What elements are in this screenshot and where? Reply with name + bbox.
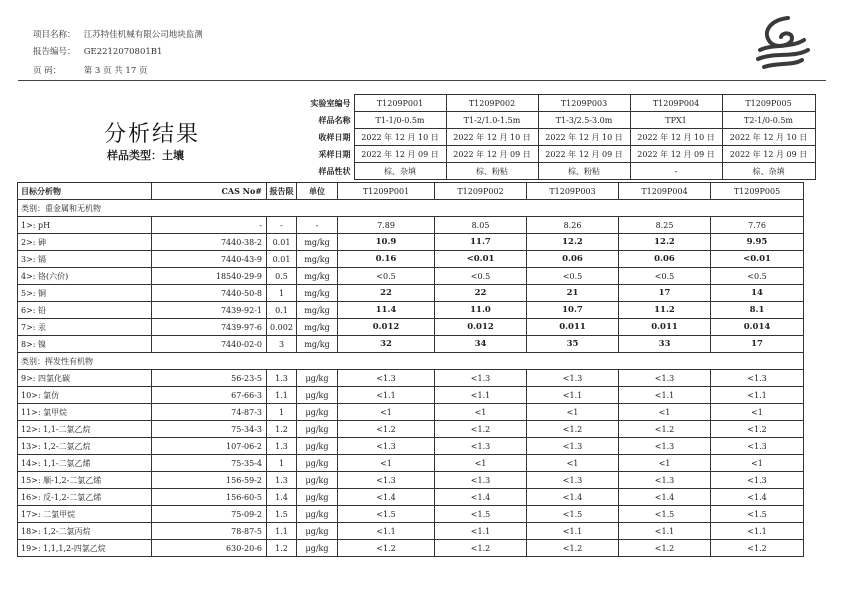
meta-value: 棕、粉粘 xyxy=(446,163,538,180)
unit: mg/kg xyxy=(297,336,338,353)
cas-number: 7439-97-6 xyxy=(152,319,267,336)
meta-row xyxy=(292,95,815,112)
analyte-name: 1>: pH xyxy=(18,217,152,234)
result-value: <1.5 xyxy=(711,506,804,523)
meta-value: 2022 年 12 月 09 日 xyxy=(630,146,722,163)
report-limit: 1.2 xyxy=(267,540,297,557)
result-value: 8.1 xyxy=(711,302,804,319)
report-limit: 1.2 xyxy=(267,421,297,438)
analyte-name: 7>: 汞 xyxy=(18,319,152,336)
unit: μg/kg xyxy=(297,523,338,540)
result-value: 35 xyxy=(527,336,619,353)
unit: μg/kg xyxy=(297,438,338,455)
result-value: <0.01 xyxy=(435,251,527,268)
header-sample: T1209P005 xyxy=(711,183,804,200)
result-value: 22 xyxy=(435,285,527,302)
meta-value: 2022 年 12 月 10 日 xyxy=(354,129,446,146)
result-value: <1.3 xyxy=(619,472,711,489)
header-divider xyxy=(18,80,826,81)
result-value: 21 xyxy=(527,285,619,302)
project-value: 江苏特佳机械有限公司地块监测 xyxy=(83,30,203,40)
unit: μg/kg xyxy=(297,540,338,557)
result-value: <1.1 xyxy=(711,523,804,540)
result-value: 0.014 xyxy=(711,319,804,336)
unit: mg/kg xyxy=(297,319,338,336)
report-limit: 1.3 xyxy=(267,438,297,455)
result-value: 11.7 xyxy=(435,234,527,251)
unit: μg/kg xyxy=(297,404,338,421)
result-value: <1 xyxy=(619,455,711,472)
result-value: <1.4 xyxy=(711,489,804,506)
result-value: 0.012 xyxy=(435,319,527,336)
header-sample: T1209P004 xyxy=(619,183,711,200)
unit: μg/kg xyxy=(297,472,338,489)
meta-value: 2022 年 12 月 10 日 xyxy=(722,129,815,146)
unit: mg/kg xyxy=(297,251,338,268)
table-row xyxy=(18,217,804,234)
analyte-name: 10>: 氯仿 xyxy=(18,387,152,404)
result-value: <1.3 xyxy=(711,472,804,489)
cas-number: 107-06-2 xyxy=(152,438,267,455)
report-limit: 0.5 xyxy=(267,268,297,285)
table-row xyxy=(18,472,804,489)
sample-meta-table xyxy=(292,94,816,180)
analyte-name: 2>: 砷 xyxy=(18,234,152,251)
report-limit: 1.1 xyxy=(267,387,297,404)
analyte-name: 5>: 铜 xyxy=(18,285,152,302)
meta-value: T1209P003 xyxy=(538,95,630,112)
table-row xyxy=(18,523,804,540)
result-value: 17 xyxy=(619,285,711,302)
result-value: 9.95 xyxy=(711,234,804,251)
result-value: <1.5 xyxy=(435,506,527,523)
unit: μg/kg xyxy=(297,455,338,472)
meta-value: 2022 年 12 月 09 日 xyxy=(446,146,538,163)
meta-value: 2022 年 12 月 10 日 xyxy=(538,129,630,146)
table-row xyxy=(18,268,804,285)
result-value: <1 xyxy=(435,455,527,472)
cas-number: 630-20-6 xyxy=(152,540,267,557)
table-row xyxy=(18,455,804,472)
meta-label: 样品名称 xyxy=(318,115,351,125)
result-value: <0.5 xyxy=(338,268,435,285)
unit: μg/kg xyxy=(297,506,338,523)
meta-value: 2022 年 12 月 10 日 xyxy=(630,129,722,146)
result-value: 0.011 xyxy=(619,319,711,336)
result-value: <1 xyxy=(527,404,619,421)
result-value: <1 xyxy=(338,404,435,421)
result-value: 22 xyxy=(338,285,435,302)
result-value: <0.01 xyxy=(711,251,804,268)
unit: mg/kg xyxy=(297,234,338,251)
unit: μg/kg xyxy=(297,489,338,506)
result-value: <1.3 xyxy=(711,370,804,387)
cas-number: 156-60-5 xyxy=(152,489,267,506)
report-limit: 1.1 xyxy=(267,523,297,540)
result-value: <1.2 xyxy=(435,540,527,557)
meta-value: T1209P001 xyxy=(354,95,446,112)
meta-value: T2-1/0-0.5m xyxy=(722,112,815,129)
table-row xyxy=(18,438,804,455)
analyte-name: 16>: 反-1,2-二氯乙烯 xyxy=(18,489,152,506)
report-limit: 1.3 xyxy=(267,370,297,387)
meta-value: T1209P002 xyxy=(446,95,538,112)
result-value: <1.3 xyxy=(435,472,527,489)
analyte-name: 14>: 1,1-二氯乙烯 xyxy=(18,455,152,472)
result-value: <1.5 xyxy=(527,506,619,523)
report-limit: 1.3 xyxy=(267,472,297,489)
cas-number: 7440-50-8 xyxy=(152,285,267,302)
result-value: <1.5 xyxy=(619,506,711,523)
cas-number: 156-59-2 xyxy=(152,472,267,489)
report-limit: 1.4 xyxy=(267,489,297,506)
unit: μg/kg xyxy=(297,370,338,387)
meta-value: 2022 年 12 月 09 日 xyxy=(722,146,815,163)
cas-number: 75-09-2 xyxy=(152,506,267,523)
analyte-name: 13>: 1,2-二氯乙烷 xyxy=(18,438,152,455)
report-limit: 0.01 xyxy=(267,234,297,251)
meta-label: 样品性状 xyxy=(318,166,351,176)
category-label: 类别：挥发性有机物 xyxy=(18,353,804,370)
result-value: 0.06 xyxy=(527,251,619,268)
result-value: 33 xyxy=(619,336,711,353)
result-value: <0.5 xyxy=(619,268,711,285)
result-value: <1.1 xyxy=(711,387,804,404)
result-value: <1 xyxy=(338,455,435,472)
cas-number: 7440-38-2 xyxy=(152,234,267,251)
result-value: <1.1 xyxy=(338,387,435,404)
cas-number: - xyxy=(152,217,267,234)
result-value: <1.3 xyxy=(338,472,435,489)
result-value: <1.3 xyxy=(435,370,527,387)
meta-row xyxy=(292,112,815,129)
page-title: 分析结果 xyxy=(104,122,201,147)
result-value: 11.4 xyxy=(338,302,435,319)
result-value: 10.7 xyxy=(527,302,619,319)
result-value: <1.3 xyxy=(527,472,619,489)
result-value: <1.2 xyxy=(527,540,619,557)
analyte-name: 11>: 氯甲烷 xyxy=(18,404,152,421)
result-value: 11.2 xyxy=(619,302,711,319)
cas-number: 75-34-3 xyxy=(152,421,267,438)
cas-number: 78-87-5 xyxy=(152,523,267,540)
result-value: <1.1 xyxy=(338,523,435,540)
analyte-name: 3>: 镉 xyxy=(18,251,152,268)
meta-value: 棕、杂填 xyxy=(354,163,446,180)
report-limit: 0.002 xyxy=(267,319,297,336)
result-value: <1.5 xyxy=(338,506,435,523)
header-limit: 报告限 xyxy=(267,183,297,200)
table-row xyxy=(18,404,804,421)
cas-number: 18540-29-9 xyxy=(152,268,267,285)
result-value: <1.3 xyxy=(338,370,435,387)
result-value: 32 xyxy=(338,336,435,353)
result-value: <1.1 xyxy=(435,523,527,540)
analyte-name: 8>: 镍 xyxy=(18,336,152,353)
result-value: <0.5 xyxy=(711,268,804,285)
result-value: <1 xyxy=(435,404,527,421)
report-limit: 0.1 xyxy=(267,302,297,319)
page-value: 第 3 页 共 17 页 xyxy=(83,66,148,76)
result-value: <1.3 xyxy=(527,438,619,455)
result-value: <1.3 xyxy=(435,438,527,455)
meta-value: 2022 年 12 月 10 日 xyxy=(446,129,538,146)
cas-number: 7440-02-0 xyxy=(152,336,267,353)
result-value: <0.5 xyxy=(435,268,527,285)
page-line xyxy=(33,64,147,76)
result-value: <1 xyxy=(527,455,619,472)
meta-row xyxy=(292,129,815,146)
result-value: <1 xyxy=(711,404,804,421)
meta-row xyxy=(292,146,815,163)
category-label: 类别：重金属和无机物 xyxy=(18,200,804,217)
meta-label: 实验室编号 xyxy=(310,98,351,108)
result-value: <1.2 xyxy=(619,421,711,438)
meta-value: 2022 年 12 月 09 日 xyxy=(354,146,446,163)
header-sample: T1209P002 xyxy=(435,183,527,200)
report-limit: 0.01 xyxy=(267,251,297,268)
result-value: <1 xyxy=(711,455,804,472)
result-value: 0.011 xyxy=(527,319,619,336)
table-row xyxy=(18,336,804,353)
table-row xyxy=(18,540,804,557)
result-value: 7.76 xyxy=(711,217,804,234)
result-value: 8.25 xyxy=(619,217,711,234)
meta-value: T1-2/1.0-1.5m xyxy=(446,112,538,129)
table-row xyxy=(18,302,804,319)
result-value: <1 xyxy=(619,404,711,421)
result-value: <1.1 xyxy=(435,387,527,404)
result-value: 7.89 xyxy=(338,217,435,234)
result-value: <1.4 xyxy=(338,489,435,506)
report-line xyxy=(33,45,162,57)
report-limit: 1 xyxy=(267,455,297,472)
meta-value: 棕、粉粘 xyxy=(538,163,630,180)
project-line xyxy=(33,28,203,40)
result-value: 10.9 xyxy=(338,234,435,251)
table-row xyxy=(18,285,804,302)
meta-value: 棕、杂填 xyxy=(722,163,815,180)
project-label: 项目名称： xyxy=(33,30,76,40)
meta-value: 2022 年 12 月 09 日 xyxy=(538,146,630,163)
table-row xyxy=(18,489,804,506)
result-value: <1.3 xyxy=(619,438,711,455)
report-limit: 1 xyxy=(267,404,297,421)
cas-number: 7439-92-1 xyxy=(152,302,267,319)
result-value: <1.2 xyxy=(619,540,711,557)
category-row xyxy=(18,200,804,217)
header-analyte: 目标分析物 xyxy=(18,183,152,200)
analyte-name: 4>: 铬(六价) xyxy=(18,268,152,285)
result-value: 0.06 xyxy=(619,251,711,268)
result-value: <0.5 xyxy=(527,268,619,285)
cas-number: 56-23-5 xyxy=(152,370,267,387)
result-value: <1.3 xyxy=(338,438,435,455)
result-value: 12.2 xyxy=(619,234,711,251)
results-table xyxy=(17,182,804,557)
result-value: <1.2 xyxy=(711,540,804,557)
result-value: 8.26 xyxy=(527,217,619,234)
result-value: <1.2 xyxy=(338,540,435,557)
result-value: <1.2 xyxy=(338,421,435,438)
result-value: <1.2 xyxy=(435,421,527,438)
result-value: <1.3 xyxy=(619,370,711,387)
sample-type: 样品类型：土壤 xyxy=(107,149,184,162)
result-value: <1.4 xyxy=(619,489,711,506)
header-unit: 单位 xyxy=(297,183,338,200)
result-value: 11.0 xyxy=(435,302,527,319)
meta-label: 收样日期 xyxy=(318,132,351,142)
analyte-name: 6>: 铅 xyxy=(18,302,152,319)
table-row xyxy=(18,234,804,251)
result-value: 0.012 xyxy=(338,319,435,336)
header-cas: CAS No# xyxy=(152,183,267,200)
company-logo-icon xyxy=(748,10,818,72)
table-row xyxy=(18,319,804,336)
report-label: 报告编号： xyxy=(33,47,76,57)
cas-number: 74-87-3 xyxy=(152,404,267,421)
report-limit: 1.5 xyxy=(267,506,297,523)
analyte-name: 19>: 1,1,1,2-四氯乙烷 xyxy=(18,540,152,557)
table-row xyxy=(18,251,804,268)
meta-value: TPX1 xyxy=(630,112,722,129)
page-label: 页 码： xyxy=(33,66,62,76)
unit: mg/kg xyxy=(297,302,338,319)
result-value: <1.4 xyxy=(435,489,527,506)
analyte-name: 9>: 四氯化碳 xyxy=(18,370,152,387)
unit: μg/kg xyxy=(297,387,338,404)
cas-number: 7440-43-9 xyxy=(152,251,267,268)
meta-label: 采样日期 xyxy=(318,149,351,159)
meta-value: T1-1/0-0.5m xyxy=(354,112,446,129)
result-value: 14 xyxy=(711,285,804,302)
meta-value: T1-3/2.5-3.0m xyxy=(538,112,630,129)
result-value: <1.1 xyxy=(527,523,619,540)
result-value: <1.3 xyxy=(711,438,804,455)
result-value: <1.2 xyxy=(711,421,804,438)
report-limit: - xyxy=(267,217,297,234)
cas-number: 75-35-4 xyxy=(152,455,267,472)
meta-row xyxy=(292,163,815,180)
result-value: <1.1 xyxy=(619,523,711,540)
result-value: 8.05 xyxy=(435,217,527,234)
table-header-row xyxy=(18,183,804,200)
result-value: <1.1 xyxy=(619,387,711,404)
meta-value: T1209P004 xyxy=(630,95,722,112)
header-sample: T1209P003 xyxy=(527,183,619,200)
report-limit: 3 xyxy=(267,336,297,353)
result-value: 12.2 xyxy=(527,234,619,251)
meta-value: - xyxy=(630,163,722,180)
result-value: <1.3 xyxy=(527,370,619,387)
result-value: 0.16 xyxy=(338,251,435,268)
header-sample: T1209P001 xyxy=(338,183,435,200)
cas-number: 67-66-3 xyxy=(152,387,267,404)
result-value: 34 xyxy=(435,336,527,353)
table-row xyxy=(18,370,804,387)
table-row xyxy=(18,421,804,438)
unit: mg/kg xyxy=(297,285,338,302)
analyte-name: 18>: 1,2-二氯丙烷 xyxy=(18,523,152,540)
category-row xyxy=(18,353,804,370)
result-value: <1.4 xyxy=(527,489,619,506)
result-value: <1.2 xyxy=(527,421,619,438)
unit: - xyxy=(297,217,338,234)
table-row xyxy=(18,387,804,404)
analyte-name: 15>: 顺-1,2-二氯乙烯 xyxy=(18,472,152,489)
meta-value: T1209P005 xyxy=(722,95,815,112)
analyte-name: 12>: 1,1-二氯乙烷 xyxy=(18,421,152,438)
unit: μg/kg xyxy=(297,421,338,438)
report-value: GE2212070801B1 xyxy=(83,47,163,57)
table-row xyxy=(18,506,804,523)
unit: mg/kg xyxy=(297,268,338,285)
result-value: <1.1 xyxy=(527,387,619,404)
report-limit: 1 xyxy=(267,285,297,302)
analyte-name: 17>: 二氯甲烷 xyxy=(18,506,152,523)
result-value: 17 xyxy=(711,336,804,353)
